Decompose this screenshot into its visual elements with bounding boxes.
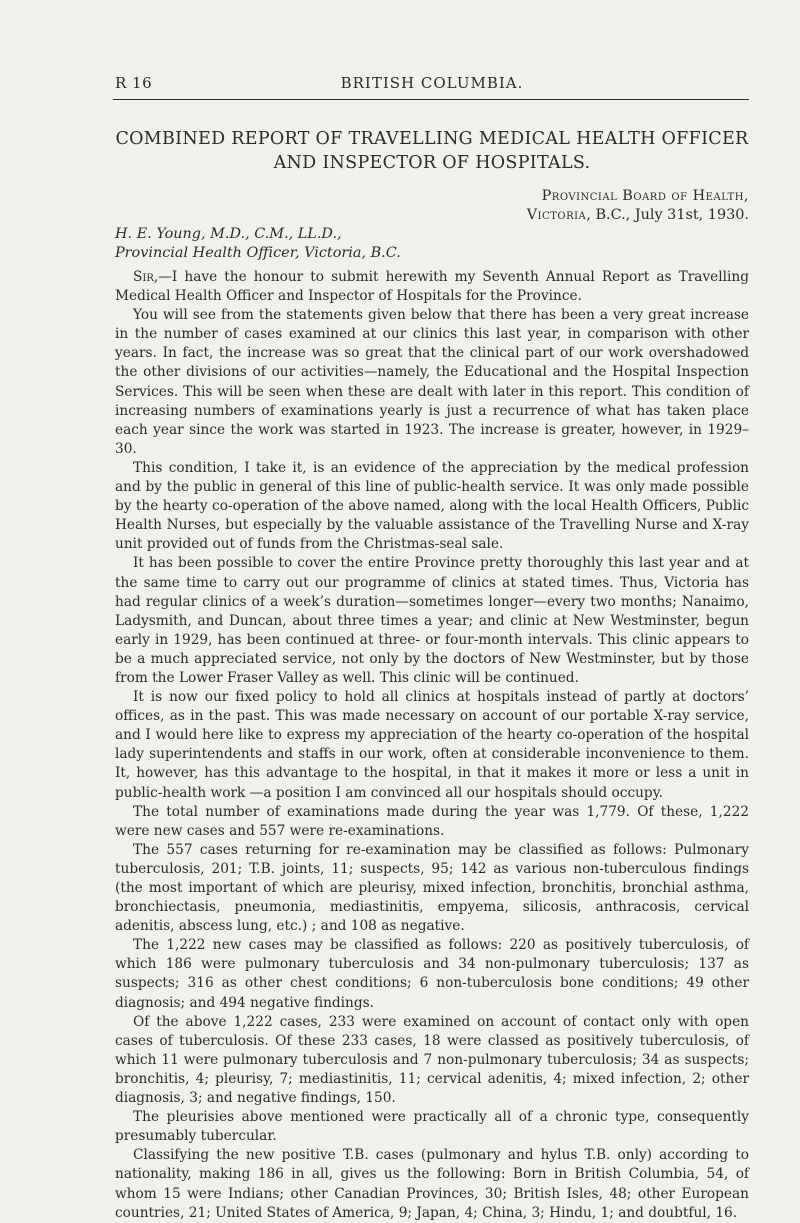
paragraph-1 (115, 268, 749, 306)
paragraph-7: The 557 cases returning for re-examination may be classified as follows: Pulmonary tuberculosis, 201; T.B. joints, 11; suspects, 95; 142 as various non-tuberculous findings (the most important of which are pleurisy, mixed infection, bronchitis, bronchial asthma, bronchiectasis, pneumonia, mediastinitis, empyema, silicosis, anthracosis, cervical adenitis, abscess lung, etc.) ; and 108 as negative. (115, 841, 749, 935)
paragraph-9: Of the above 1,222 cases, 233 were examined on account of contact only with open cases of tuberculosis. Of these 233 cases, 18 were classed as positively tuberculosis, of which 11 were pulmonary tuberculosis and 7 non-pulmonary tuberculosis; 34 as suspects; bronchitis, 4; pleurisy, 7; mediastinitis, 11; cervical adenitis, 4; mixed infection, 2; other diagnosis, 3; and negative findings, 150. (115, 1013, 749, 1107)
running-title: BRITISH COLUMBIA. (340, 74, 524, 92)
page-number: R 16 (115, 74, 153, 92)
salutation: Sir, (133, 269, 159, 285)
report-title (115, 127, 749, 175)
paragraph-10: The pleurisies above mentioned were practically all of a chronic type, consequently presumably tubercular. (115, 1109, 749, 1145)
report-title-line-1: COMBINED REPORT OF TRAVELLING MEDICAL HEALTH OFFICER (115, 129, 749, 149)
paragraph-4: It has been possible to cover the entire Province pretty thoroughly this last year and at the same time to carry out our programme of clinics at stated times. Thus, Victoria has had regular clinics of a week’s duration—sometimes longer—every two months; Nanaimo, Ladysmith, and Duncan, about three times a year; and clinic at New Westminster, begun early in 1929, has been continued at three- or four-month intervals. This clinic appears to be a much appreciated service, not only by the doctors of New Westminster, but by those from the Lower Fraser Valley as well. This clinic will be continued. (115, 555, 749, 686)
sender-date: , B.C., July 31st, 1930. (586, 207, 749, 223)
sender-address (527, 187, 749, 225)
sender-line-2 (527, 206, 749, 225)
report-body (115, 268, 749, 1223)
addressee (115, 225, 401, 263)
paragraph-8: The 1,222 new cases may be classified as follows: 220 as positively tuberculosis, of which 186 were pulmonary tuberculosis and 34 non-pulmonary tuberculosis; 137 as suspects; 316 as other chest conditions; 6 non-tuberculosis bone conditions; 49 other diagnosis; and 494 negative findings. (115, 937, 749, 1011)
addressee-line-2: Provincial Health Officer, Victoria, B.C. (115, 245, 401, 261)
report-title-line-2: AND INSPECTOR OF HOSPITALS. (273, 153, 591, 173)
paragraph-5: It is now our fixed policy to hold all clinics at hospitals instead of partly at doctors’ offices, as in the past. This was made necessary on account of our portable X-ray service, and I would here like to express my appreciation of the hearty co-operation of the hospital lady superintendents and staffs in our work, often at considerable inconvenience to them. It, however, has this advantage to the hospital, in that it makes it more or less a unit in public-health work —a position I am convinced all our hospitals should occupy. (115, 689, 749, 801)
paragraph-11: Classifying the new positive T.B. cases (pulmonary and hylus T.B. only) according to nationality, making 186 in all, gives us the following: Born in British Columbia, 54, of whom 15 were Indians; other Canadian Provinces, 30; British Isles, 48; other European countries, 21; United States of America, 9; Japan, 4; China, 3; Hindu, 1; and doubtful, 16. (115, 1147, 749, 1221)
paragraph-2: You will see from the statements given below that there has been a very great increase in the number of cases examined at our clinics this last year, in comparison with other years. In fact, the increase was so great that the clinical part of our work overshadowed the other divisions of our activities—namely, the Educational and the Hospital Inspection Services. This will be seen when these are dealt with later in this report. This condition of increasing numbers of examinations yearly is just a recurrence of what has taken place each year since the work was started in 1923. The increase is greater, however, in 1929–30. (115, 307, 749, 457)
paragraph-1-text: —I have the honour to submit herewith my Seventh Annual Report as Travelling Medical Health Officer and Inspector of Hospitals for the Province. (115, 269, 749, 305)
header-rule (113, 99, 749, 100)
paragraph-3: This condition, I take it, is an evidence of the appreciation by the medical profession and by the public in general of this line of public-health service. It was only made possible by the hearty co-operation of the above named, along with the local Health Officers, Public Health Nurses, but especially by the valuable assistance of the Travelling Nurse and X-ray unit provided out of funds from the Christmas-seal sale. (115, 459, 749, 553)
running-header (115, 74, 749, 94)
addressee-line-1: H. E. Young, M.D., C.M., LL.D., (115, 226, 342, 242)
sender-city: Victoria (526, 207, 587, 223)
paragraph-6: The total number of examinations made during the year was 1,779. Of these, 1,222 were new cases and 557 were re-examinations. (115, 803, 749, 839)
sender-line-1: Provincial Board of Health, (541, 188, 749, 204)
